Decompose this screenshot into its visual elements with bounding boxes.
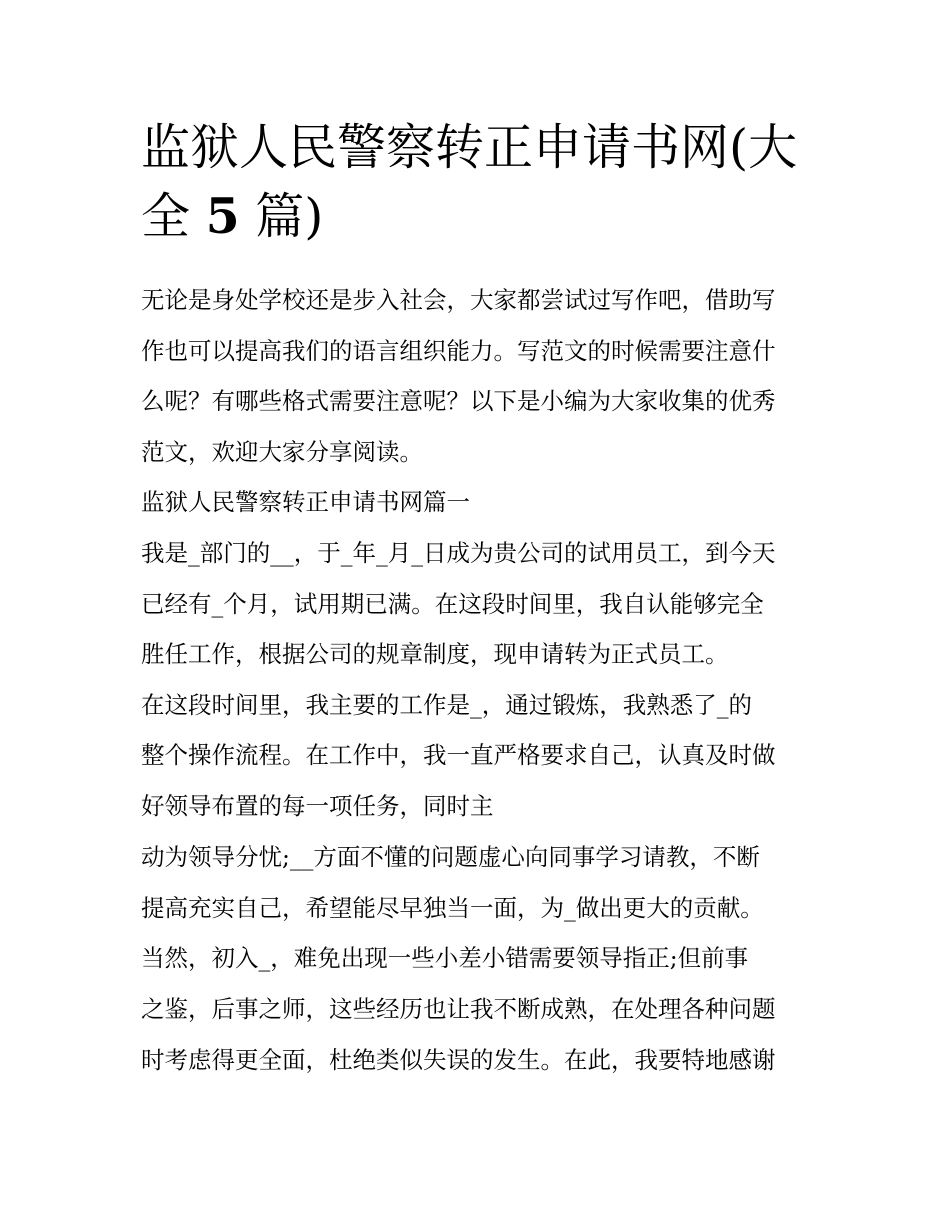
text-line-09: 在这段时间里，我主要的工作是_，通过锻炼，我熟悉了_的 (141, 691, 752, 719)
title-line-2-prefix: 全 (141, 188, 191, 245)
title-line-2-number: 5 (205, 187, 240, 245)
section-heading: 监狱人民警察转正申请书网篇一 (141, 488, 470, 516)
text-line-10: 整个操作流程。在工作中，我一直严格要求自己，认真及时做 (141, 741, 776, 769)
text-line-07: 已经有_个月，试用期已满。在这段时间里，我自认能够完全 (141, 590, 764, 618)
title-line-2-suffix: 篇) (255, 188, 324, 245)
text-line-15: 之鉴，后事之师，这些经历也让我不断成熟，在处理各种问题 (141, 995, 776, 1023)
text-line-02: 作也可以提高我们的语言组织能力。写范文的时候需要注意什 (141, 337, 776, 365)
text-line-13: 提高充实自己，希望能尽早独当一面，为_做出更大的贡献。 (141, 894, 764, 922)
text-line-16: 时考虑得更全面，杜绝类似失误的发生。在此，我要特地感谢 (141, 1046, 776, 1074)
title-line-1: 监狱人民警察转正申请书网(大 (141, 119, 798, 176)
text-line-08: 胜任工作，根据公司的规章制度，现申请转为正式员工。 (141, 640, 729, 668)
text-line-14: 当然，初入_，难免出现一些小差小错需要领导指正;但前事 (141, 944, 749, 972)
text-line-03: 么呢？有哪些格式需要注意呢？以下是小编为大家收集的优秀 (141, 387, 776, 415)
document-title (141, 114, 821, 251)
text-line-06: 我是_部门的__，于_年_月_日成为贵公司的试用员工，到今天 (141, 539, 776, 567)
text-line-12: 动为领导分忧;__方面不懂的问题虚心向同事学习请教，不断 (141, 843, 760, 871)
text-line-01: 无论是身处学校还是步入社会，大家都尝试过写作吧，借助写 (141, 286, 776, 314)
text-line-11: 好领导布置的每一项任务，同时主 (141, 792, 494, 820)
text-line-04: 范文，欢迎大家分享阅读。 (141, 438, 423, 466)
